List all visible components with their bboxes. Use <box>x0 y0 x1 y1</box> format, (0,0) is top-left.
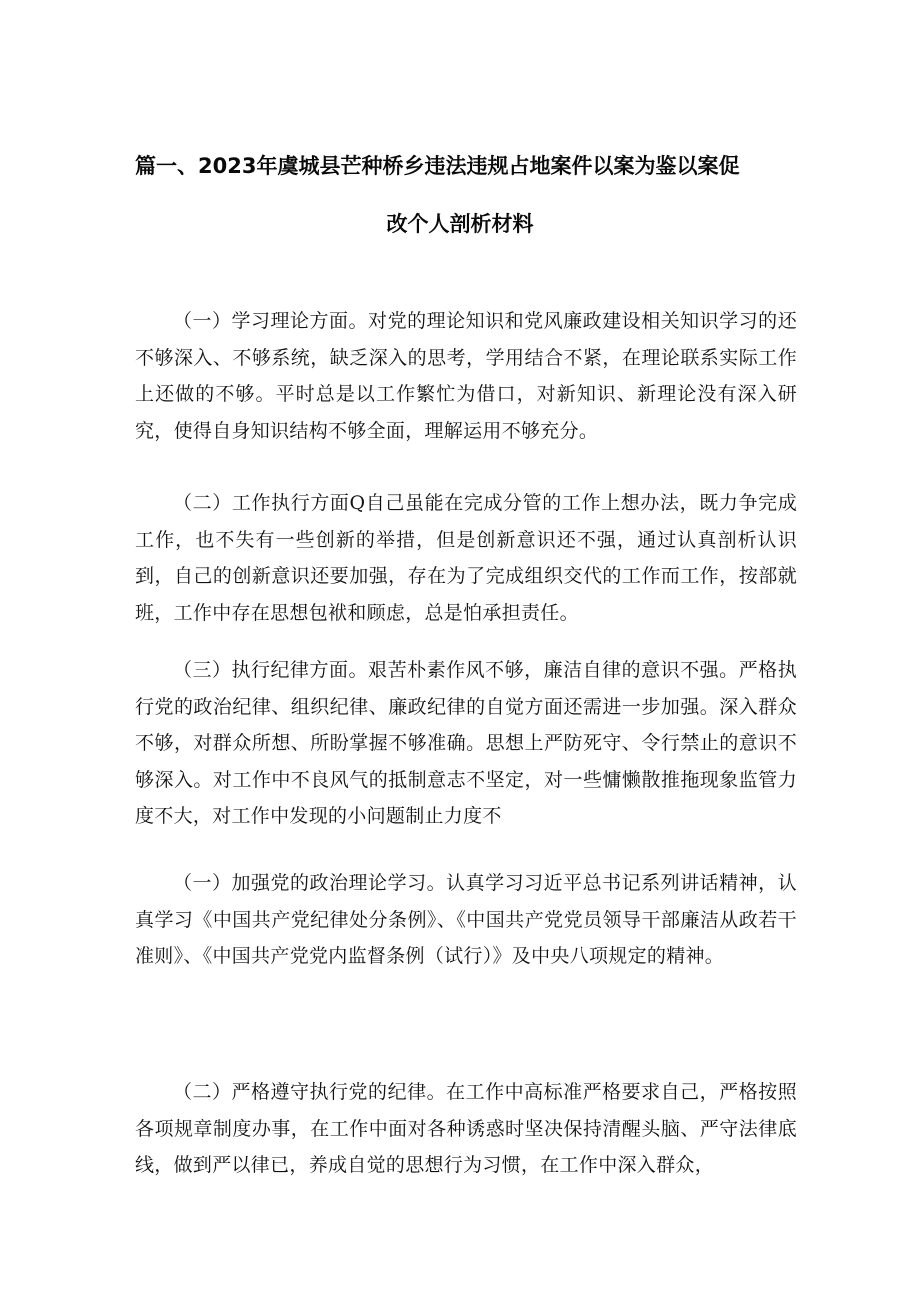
paragraph-discipline: （三）执行纪律方面。艰苦朴素作风不够，廉洁自律的意识不强。严格执行党的政治纪律、组织纪律、廉政纪律的自觉方面还需进一步加强。深入群众不够，对群众所想、所盼掌握不够准确。思想上严防死守、令行禁止的意识不够深入。对工作中不良风气的抵制意志不坚定，对一些慵懒散推拖现象监管力度不大，对工作中发现的小问题制止力度不 <box>135 659 797 827</box>
paragraph-political-study: （一）加强党的政治理论学习。认真学习习近平总书记系列讲话精神，认真学习《中国共产党纪律处分条例》、《中国共产党党员领导干部廉洁从政若干准则》、《中国共产党党内监督条例（试行）》及中央八项规定的精神。 <box>135 872 797 967</box>
document-title-line-2: 改个人剖析材料 <box>386 212 534 236</box>
paragraph-observe-discipline: （二）严格遵守执行党的纪律。在工作中高标准严格要求自己，严格按照各项规章制度办事，在工作中面对各种诱惑时坚决保持清醒头脑、严守法律底线，做到严以律已，养成自觉的思想行为习惯，在工作中深入群众， <box>135 1081 797 1176</box>
paragraph-work-execution: （二）工作执行方面Q自己虽能在完成分管的工作上想办法，既力争完成工作，也不失有一些创新的举措，但是创新意识还不强，通过认真剖析认识到，自己的创新意识还要加强，存在为了完成组织交代的工作而工作，按部就班，工作中存在思想包袱和顾虑，总是怕承担责任。 <box>135 492 797 624</box>
document-title-line-1: 篇一、2023年虞城县芒种桥乡违法违规占地案件以案为鉴以案促 <box>135 154 740 178</box>
paragraph-study-theory: （一）学习理论方面。对党的理论知识和党风廉政建设相关知识学习的还不够深入、不够系统，缺乏深入的思考，学用结合不紧，在理论联系实际工作上还做的不够。平时总是以工作繁忙为借口，对新知识、新理论没有深入研究，使得自身知识结构不够全面，理解运用不够充分。 <box>135 310 797 442</box>
